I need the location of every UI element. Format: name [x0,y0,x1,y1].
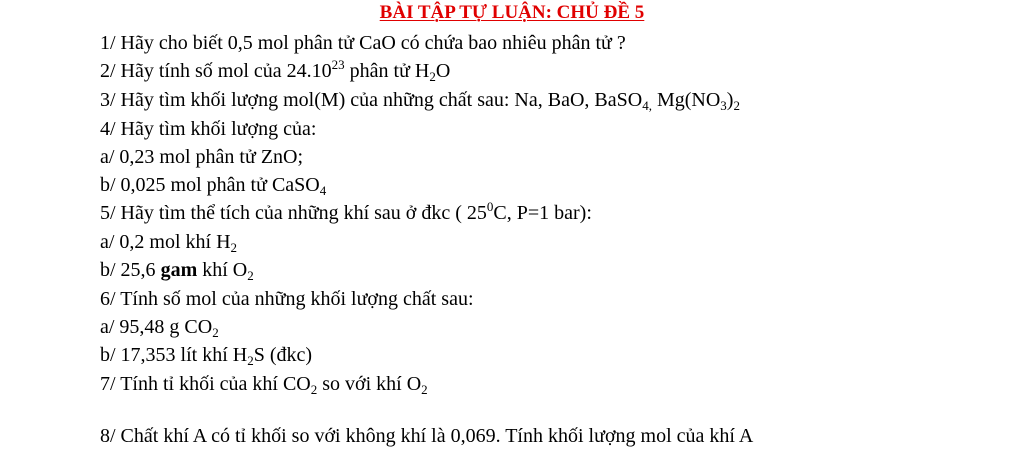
question-5a: a/ 0,2 mol khí $H_2$ [100,231,238,255]
question-8: 8/ Chất khí A có tỉ khối so với không khí là 0,069. Tính khối lượng mol của khí A [100,425,754,447]
question-3: 3/ Hãy tìm khối lượng mol(M) của những chất sau: Na, BaO, BaSO$_{4,}$ $Mg(NO_3)_2$ [100,89,740,113]
question-6b: b/ 17,353 lít khí $H_2S$ (đkc) [100,344,313,368]
question-1: 1/ Hãy cho biết 0,5 mol phân tử CaO có chứa bao nhiêu phân tử ? [100,32,626,54]
question-7: 7/ Tính tỉ khối của khí $CO_2$ so với khí $O_2$ [100,373,428,397]
question-6: 6/ Tính số mol của những khối lượng chất sau: [100,288,474,310]
question-6a: a/ 95,48 g $CO_2$ [100,316,219,340]
question-4: 4/ Hãy tìm khối lượng của: [100,118,317,140]
question-2: 2/ Hãy tính số mol của 24.10$^{23}$ phân tử $H_2O$ [100,57,451,84]
question-4a: a/ 0,23 mol phân tử ZnO; [100,146,304,168]
question-4b: b/ 0,025 mol phân tử CaSO$_4$ [100,174,327,198]
question-5b: b/ 25,6 gam khí $O_2$ [100,259,254,283]
question-5: 5/ Hãy tìm thể tích của những khí sau ở đkc ( $25^0C$, P=1 bar): [100,199,592,224]
page-title: BÀI TẬP TỰ LUẬN: CHỦ ĐỀ 5 [379,2,645,23]
